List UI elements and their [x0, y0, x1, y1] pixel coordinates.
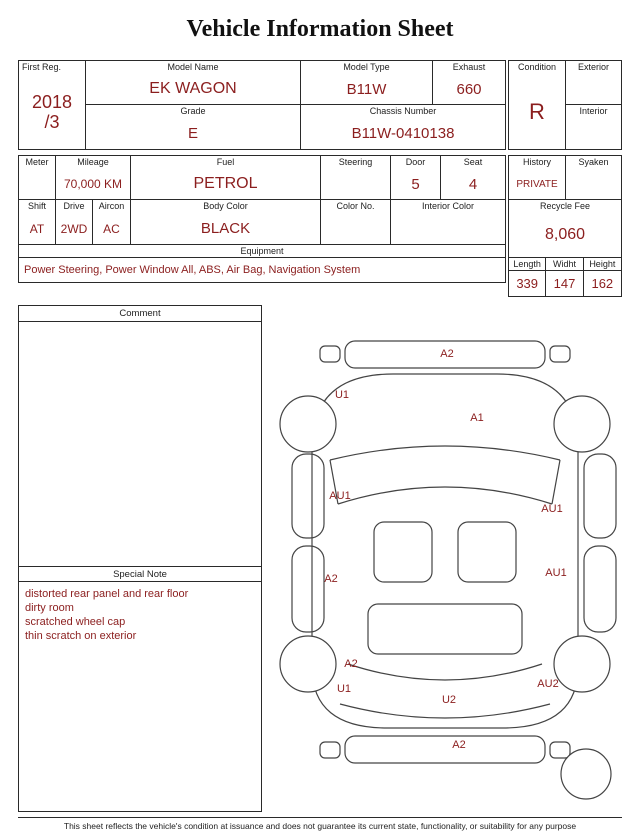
syaken-value	[566, 169, 621, 199]
grade-label: Grade	[180, 106, 206, 116]
meter-cell	[19, 156, 56, 199]
damage-code-label: A2	[440, 348, 454, 360]
interior-cell	[566, 105, 621, 149]
shift-value: AT	[29, 221, 45, 236]
special-note-line: distorted rear panel and rear floor	[25, 588, 189, 600]
registration-table	[18, 60, 506, 150]
meter-label: Meter	[25, 157, 49, 167]
seat-cell	[441, 156, 505, 199]
model-name-cell	[86, 61, 301, 105]
meter-value	[19, 169, 55, 199]
mileage-cell	[56, 156, 131, 199]
damage-code-label: U1	[336, 683, 352, 695]
aircon-cell	[93, 200, 131, 244]
car-top-view-drawing	[268, 312, 640, 812]
details-row-1	[19, 156, 505, 200]
steering-value	[321, 169, 390, 199]
details-row-2	[19, 200, 505, 245]
disclaimer-text: This sheet reflects the vehicle's condition at issuance and does not guarantee its current state, functionality, or suitability for any purpose	[63, 821, 577, 831]
drive-cell	[56, 200, 93, 244]
length-label: Length	[509, 258, 546, 271]
first-reg-value	[19, 74, 85, 149]
grade-value: E	[187, 125, 198, 142]
mileage-label: Mileage	[77, 157, 109, 167]
width-label: Widht	[546, 258, 583, 271]
first-reg-month: /3	[44, 111, 60, 132]
special-note-line: dirty room	[25, 602, 74, 614]
damage-code-label: AU1	[329, 490, 351, 502]
steering-label: Steering	[338, 157, 373, 167]
drive-value: 2WD	[60, 221, 88, 236]
condition-value: R	[529, 98, 545, 124]
exterior-value	[566, 74, 621, 104]
exterior-cell	[566, 61, 621, 105]
first-reg-cell	[19, 61, 86, 149]
condition-table	[508, 60, 622, 150]
fuel-label: Fuel	[216, 157, 235, 167]
history-label: History	[522, 157, 551, 167]
grade-cell	[86, 105, 301, 149]
comment-label: Comment	[19, 306, 261, 322]
page-title: Vehicle Information Sheet	[186, 16, 454, 42]
history-value: PRIVATE	[516, 178, 558, 190]
interior-label: Interior	[579, 106, 608, 116]
equipment-label: Equipment	[19, 245, 505, 258]
syaken-label: Syaken	[578, 157, 609, 167]
steering-cell	[321, 156, 391, 199]
model-type-cell	[301, 61, 433, 105]
special-note-label: Special Note	[19, 566, 261, 582]
door-label: Door	[405, 157, 426, 167]
interior-value	[566, 118, 621, 149]
exhaust-label: Exhaust	[452, 62, 486, 72]
condition-label: Condition	[517, 62, 557, 72]
color-no-label: Color No.	[336, 201, 375, 211]
damage-code-label: A2	[344, 658, 358, 670]
door-value: 5	[411, 175, 420, 193]
height-value: 162	[591, 276, 614, 291]
length-value: 339	[509, 271, 546, 296]
condition-cell	[509, 61, 566, 149]
shift-cell	[19, 200, 56, 244]
drive-label: Drive	[63, 201, 85, 211]
comment-panel	[18, 305, 262, 812]
recycle-fee-cell	[509, 200, 621, 258]
model-type-value: B11W	[346, 80, 387, 98]
equipment-value: Power Steering, Power Window All, ABS, Air Bag, Navigation System	[24, 264, 361, 276]
color-no-cell	[321, 200, 391, 244]
history-row	[509, 156, 621, 200]
recycle-fee-value: 8,060	[544, 226, 586, 243]
first-reg-year: 2018	[31, 91, 73, 112]
comment-area	[19, 322, 261, 566]
car-condition-diagram	[268, 312, 640, 812]
damage-code-label: U2	[441, 694, 457, 706]
color-no-value	[321, 213, 390, 244]
footer-divider	[18, 817, 622, 818]
history-fee-table	[508, 155, 622, 297]
seat-label: Seat	[463, 157, 483, 167]
damage-code-label: A1	[470, 412, 484, 424]
shift-label: Shift	[27, 201, 46, 211]
damage-code-label: A2	[452, 739, 466, 751]
aircon-label: Aircon	[98, 201, 125, 211]
exterior-label: Exterior	[577, 62, 609, 72]
chassis-value: B11W-0410138	[351, 125, 455, 142]
chassis-cell	[301, 105, 505, 149]
special-note-list	[19, 582, 261, 648]
damage-code-label: U1	[334, 389, 350, 401]
height-label: Height	[584, 258, 621, 271]
interior-color-cell	[391, 200, 505, 244]
syaken-cell	[566, 156, 621, 199]
interior-color-label: Interior Color	[421, 201, 475, 211]
fuel-value: PETROL	[193, 175, 258, 192]
fuel-cell	[131, 156, 321, 199]
special-note-line: scratched wheel cap	[25, 616, 126, 628]
special-note-line: thin scratch on exterior	[25, 630, 137, 642]
details-table	[18, 155, 506, 283]
exhaust-cell	[433, 61, 505, 105]
body-color-label: Body Color	[203, 201, 248, 211]
body-color-value: BLACK	[200, 220, 251, 237]
damage-code-label: AU1	[545, 567, 567, 579]
exhaust-value: 660	[456, 80, 482, 98]
first-reg-label: First Reg.	[22, 62, 62, 72]
model-type-label: Model Type	[343, 62, 390, 72]
door-cell	[391, 156, 441, 199]
interior-color-value	[391, 213, 505, 244]
seat-value: 4	[468, 175, 478, 193]
dimensions-row	[509, 258, 621, 296]
aircon-value: AC	[103, 221, 120, 236]
chassis-label: Chassis Number	[369, 106, 437, 116]
model-name-label: Model Name	[167, 62, 219, 72]
damage-code-label: A2	[324, 573, 338, 585]
damage-code-label: AU2	[537, 678, 559, 690]
mileage-value: 70,000 KM	[63, 177, 123, 191]
damage-code-label: AU1	[541, 503, 563, 515]
history-cell	[509, 156, 566, 199]
model-name-value: EK WAGON	[149, 80, 237, 97]
recycle-fee-label: Recycle Fee	[539, 201, 591, 211]
width-value: 147	[546, 271, 583, 296]
body-color-cell	[131, 200, 321, 244]
